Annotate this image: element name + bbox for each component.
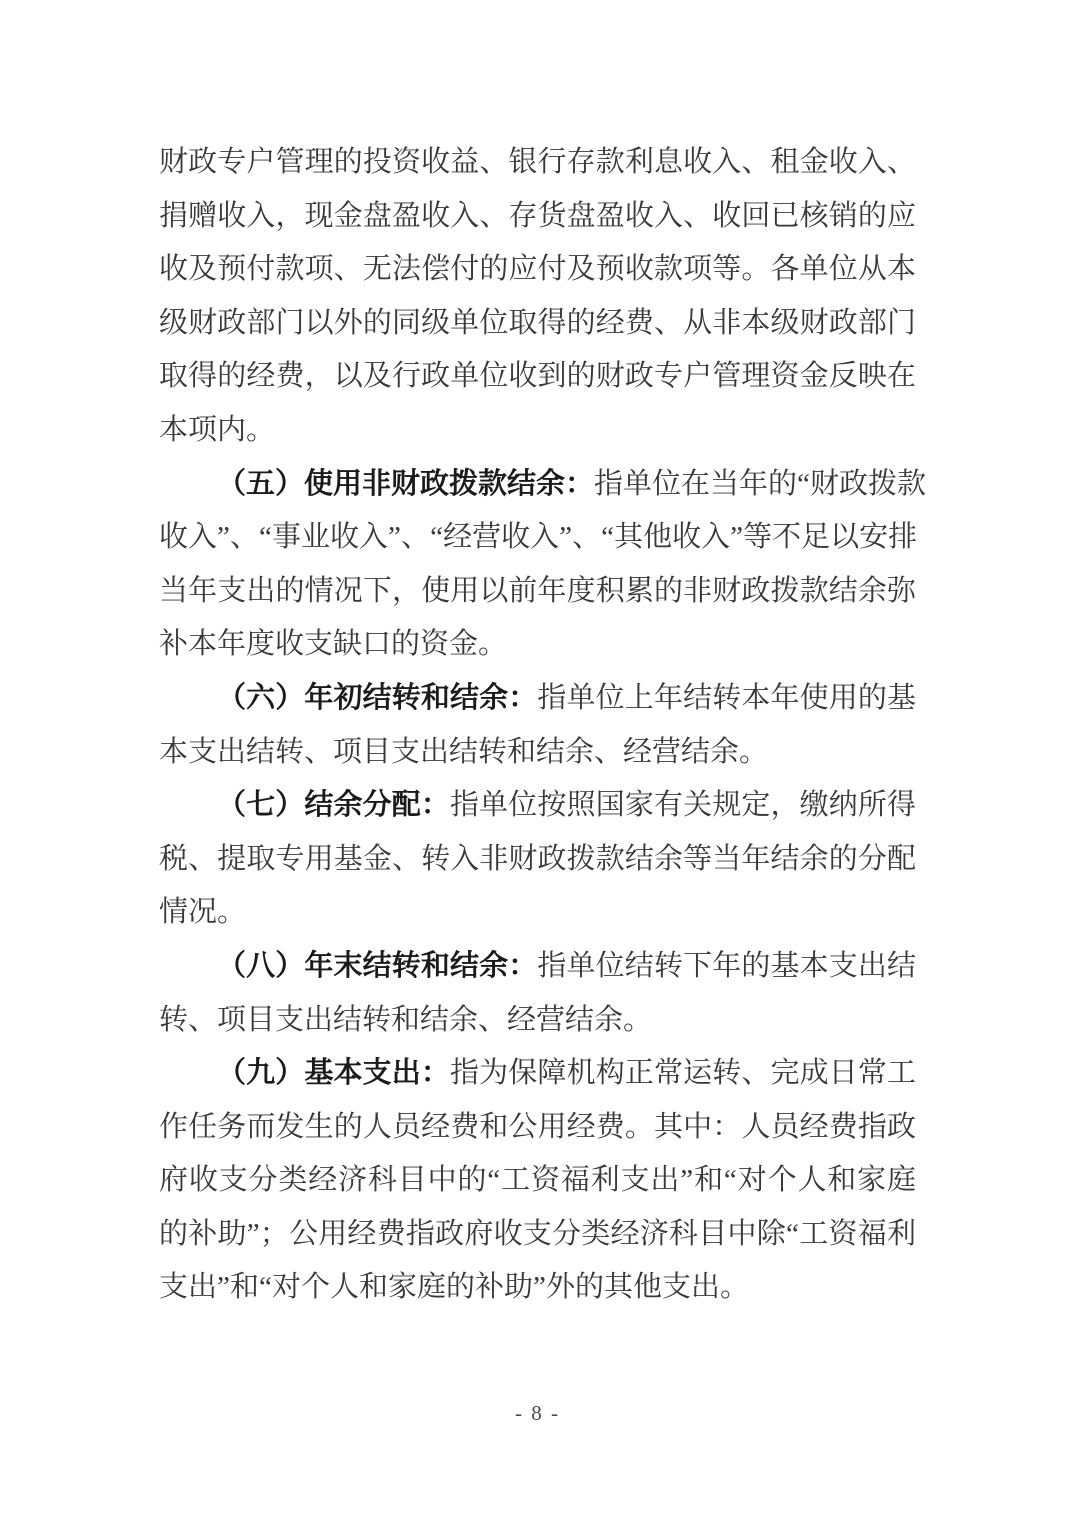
text-line [159, 511, 916, 565]
text-run: 当年支出的情况下，使用以前年度积累的非财政拨款结余弥 [159, 574, 916, 607]
quote-mark: ” [217, 521, 230, 554]
text-run: 转、项目支出结转和结余、经营结余。 [159, 1003, 653, 1036]
text-line [159, 886, 916, 940]
text-line [159, 779, 916, 833]
document-body [159, 136, 927, 1315]
text-line [159, 1047, 916, 1101]
quote-mark: ” [246, 1217, 260, 1250]
text-line [159, 618, 916, 672]
text-line [159, 404, 916, 458]
text-line [159, 940, 916, 994]
text-line [159, 672, 916, 726]
text-line [159, 1101, 916, 1155]
text-line [159, 726, 916, 780]
text-run: 支出”和“对个人和家庭的补助”外的其他支出。 [159, 1271, 749, 1303]
quote-mark: ” [680, 1164, 694, 1197]
text-run: 指为保障机构正常运转、完成日常工 [450, 1057, 916, 1090]
quote-mark: “ [487, 1164, 501, 1197]
text-line [159, 1261, 916, 1315]
text-line [159, 565, 916, 619]
text-run: 财政专户管理的投资收益、银行存款利息收入、租金收入、 [159, 146, 916, 178]
text-line [159, 994, 916, 1048]
quote-mark: “ [723, 1164, 737, 1197]
text-line [159, 833, 916, 887]
text-run: 本项内。 [159, 413, 276, 446]
quote-mark: “ [259, 521, 272, 554]
text-run: 本支出结转、项目支出结转和结余、经营结余。 [159, 735, 769, 768]
text-line [159, 1208, 916, 1262]
heading-run: （六）年初结转和结余： [217, 681, 538, 714]
quote-mark: ” [559, 521, 572, 554]
text-run: 捐赠收入，现金盘盈收入、存货盘盈收入、收回已核销的应 [159, 199, 916, 232]
quote-mark: “ [601, 521, 614, 554]
heading-run: （五）使用非财政拨款结余： [217, 467, 595, 500]
text-line [159, 350, 916, 404]
text-line [159, 243, 916, 297]
text-line [159, 136, 916, 190]
text-line [159, 458, 927, 512]
page-number: - 8 - [515, 1401, 560, 1425]
text-run: 指单位结转下年的基本支出结 [537, 949, 916, 982]
heading-run: （七）结余分配： [217, 789, 451, 822]
text-run: 的补助”；公用经费指政府收支分类经济科目中除“工资福利 [159, 1218, 916, 1250]
page-footer [0, 1398, 1075, 1428]
heading-run: （八）年末结转和结余： [217, 949, 538, 982]
quote-mark: ” [388, 521, 401, 554]
text-line [159, 297, 916, 351]
text-run: 指单位按照国家有关规定，缴纳所得 [450, 789, 916, 822]
text-line [159, 1154, 916, 1208]
text-run: 情况。 [159, 896, 247, 929]
quote-mark: “ [259, 1271, 272, 1304]
text-run: 收入”、“事业收入”、“经营收入”、“其他收入”等不足以安排 [159, 521, 917, 553]
quote-mark: ” [217, 1271, 230, 1304]
text-run: 收及预付款项、无法偿付的应付及预收款项等。各单位从本 [159, 253, 916, 286]
text-run: 级财政部门以外的同级单位取得的经费、从非本级财政部门 [159, 306, 916, 339]
quote-mark: “ [786, 1217, 799, 1250]
quote-mark: ” [730, 521, 743, 554]
text-run: 指单位在当年的“财政拨款 [594, 468, 926, 500]
heading-run: （九）基本支出： [217, 1057, 451, 1090]
text-run: 府收支分类经济科目中的“工资福利支出”和“对个人和家庭 [159, 1164, 916, 1196]
quote-mark: “ [797, 467, 810, 500]
quote-mark: “ [430, 521, 443, 554]
text-run: 补本年度收支缺口的资金。 [159, 628, 508, 661]
text-run: 指单位上年结转本年使用的基 [537, 681, 916, 714]
quote-mark: ” [533, 1271, 546, 1304]
text-line [159, 190, 916, 244]
text-run: 取得的经费，以及行政单位收到的财政专户管理资金反映在 [159, 360, 916, 393]
text-run: 作任务而发生的人员经费和公用经费。其中：人员经费指政 [159, 1110, 916, 1143]
text-run: 税、提取专用基金、转入非财政拨款结余等当年结余的分配 [159, 842, 916, 875]
